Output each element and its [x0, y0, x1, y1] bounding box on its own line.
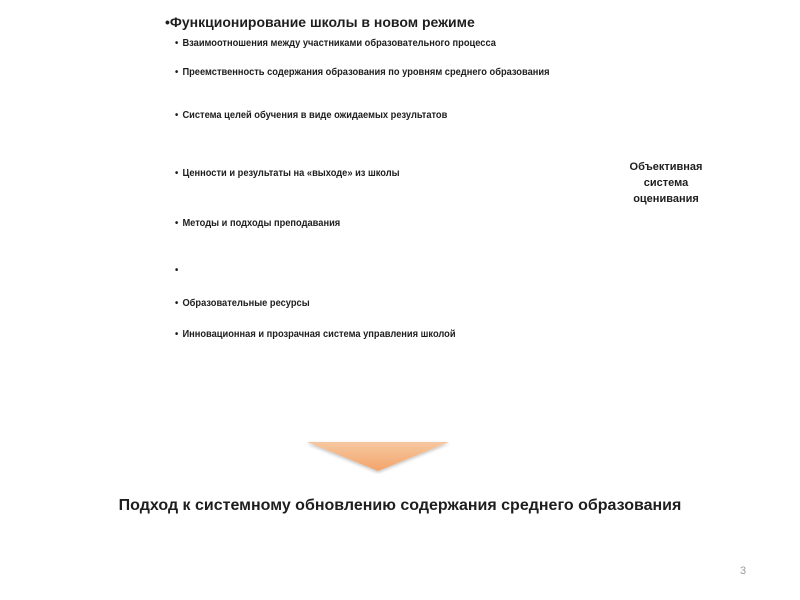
bullet-item-methods	[175, 218, 340, 229]
bullet-item-empty	[175, 265, 182, 276]
bullet-item-values-results	[175, 168, 400, 179]
bullet-item-continuity	[175, 67, 550, 78]
bullet-marker: •	[175, 298, 179, 309]
bullet-item-resources	[175, 298, 310, 309]
bullet-text: Система целей обучения в виде ожидаемых результатов	[182, 110, 448, 121]
bullet-text: Методы и подходы преподавания	[182, 218, 341, 229]
bullet-text: Преемственность содержания образования по уровням среднего образования	[182, 67, 550, 78]
bullet-marker: •	[175, 265, 179, 276]
bullet-marker: •	[175, 67, 179, 78]
bullet-item-relationships	[175, 38, 496, 49]
bullet-text: Взаимоотношения между участниками образовательного процесса	[182, 38, 496, 49]
bullet-item-learning-goals	[175, 110, 447, 121]
bullet-marker: •	[175, 38, 179, 49]
bullet-marker: •	[175, 168, 179, 179]
bullet-text: Ценности и результаты на «выходе» из школы	[182, 168, 400, 179]
bullet-marker: •	[175, 110, 179, 121]
down-arrow-chevron-icon	[305, 440, 451, 474]
slide-heading: •Функционирование школы в новом режиме	[165, 14, 475, 30]
bullet-marker: •	[175, 329, 179, 340]
bullet-text: Образовательные ресурсы	[182, 298, 310, 309]
assessment-system-label: Объективная система оценивания	[629, 161, 703, 205]
conclusion-text: Подход к системному обновлению содержания среднего образования	[118, 497, 682, 514]
bullet-text: Инновационная и прозрачная система управления школой	[182, 329, 456, 340]
page-number: 3	[740, 565, 747, 577]
bullet-item-management	[175, 329, 456, 340]
bullet-marker: •	[175, 218, 179, 229]
